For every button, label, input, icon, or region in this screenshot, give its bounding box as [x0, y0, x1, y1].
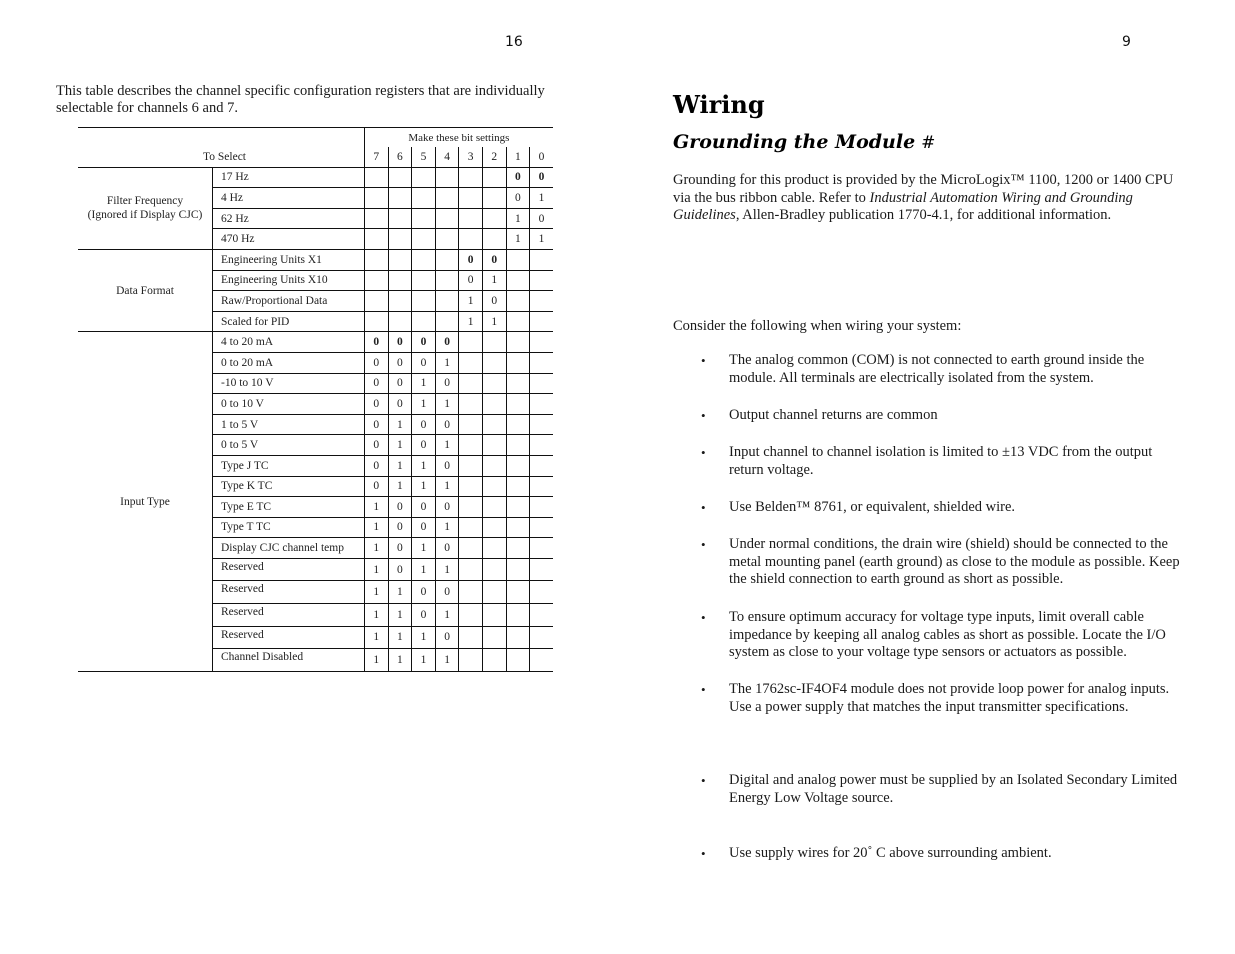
bit-cell — [459, 476, 483, 497]
bit-cell: 1 — [412, 538, 436, 559]
bit-cell: 1 — [412, 394, 436, 415]
group-label-line1: Filter Frequency — [106, 195, 184, 208]
bit-cell — [435, 188, 459, 209]
option-label: 4 Hz — [213, 188, 365, 209]
bit-cell — [365, 249, 389, 270]
bit-cell — [459, 558, 483, 581]
bit-cell — [530, 291, 553, 312]
option-label: 17 Hz — [213, 167, 365, 188]
table-row — [78, 167, 553, 188]
bit-header-7: 7 — [365, 147, 389, 167]
bit-cell — [412, 208, 436, 229]
group-label — [78, 332, 213, 672]
bit-cell — [530, 497, 553, 518]
bit-cell — [530, 311, 553, 332]
bit-cell — [388, 249, 412, 270]
bit-cell: 1 — [412, 476, 436, 497]
bit-cell: 1 — [435, 394, 459, 415]
bit-cell — [435, 311, 459, 332]
bit-cell — [365, 188, 389, 209]
bit-cell — [482, 373, 506, 394]
bit-cell: 0 — [435, 414, 459, 435]
bit-cell — [482, 208, 506, 229]
bit-cell: 0 — [435, 373, 459, 394]
bit-cell — [530, 649, 553, 672]
bit-cell — [435, 167, 459, 188]
config-register-table — [78, 127, 553, 672]
bit-cell — [506, 476, 530, 497]
bit-cell — [482, 517, 506, 538]
bit-cell: 0 — [365, 414, 389, 435]
bit-cell — [506, 581, 530, 604]
option-label: Type K TC — [213, 476, 365, 497]
option-label: -10 to 10 V — [213, 373, 365, 394]
table-corner — [78, 128, 365, 148]
bit-cell — [530, 538, 553, 559]
bit-cell — [435, 229, 459, 250]
bit-cell — [506, 332, 530, 353]
bit-cell — [388, 311, 412, 332]
bit-cell: 1 — [365, 497, 389, 518]
bit-cell: 1 — [530, 188, 553, 209]
bit-cell: 0 — [388, 538, 412, 559]
bit-cell — [530, 373, 553, 394]
bit-cell: 1 — [435, 517, 459, 538]
bit-cell: 0 — [365, 332, 389, 353]
bit-cell: 1 — [435, 476, 459, 497]
bit-cell — [482, 581, 506, 604]
option-label: Display CJC channel temp — [213, 538, 365, 559]
bit-cell — [412, 188, 436, 209]
bit-cell — [506, 249, 530, 270]
bullet-icon: • — [701, 353, 706, 368]
bit-cell — [530, 626, 553, 649]
bit-cell — [506, 538, 530, 559]
bit-cell — [482, 414, 506, 435]
bit-cell — [412, 229, 436, 250]
grounding-ref-link: Industrial Automation Wiring and Grounding Guidelines — [673, 189, 1133, 223]
bit-cell — [530, 414, 553, 435]
bit-cell: 1 — [365, 604, 389, 627]
bit-cell: 0 — [435, 581, 459, 604]
bit-cell — [412, 291, 436, 312]
bit-cell — [435, 249, 459, 270]
bit-cell: 1 — [482, 270, 506, 291]
bit-cell — [459, 414, 483, 435]
bit-cell — [435, 270, 459, 291]
bit-cell — [459, 604, 483, 627]
bit-cell — [482, 352, 506, 373]
bit-header-1: 1 — [506, 147, 530, 167]
bit-cell: 1 — [435, 604, 459, 627]
bit-cell: 1 — [435, 558, 459, 581]
bit-cell — [506, 270, 530, 291]
bit-cell — [506, 291, 530, 312]
table-row — [78, 332, 553, 353]
option-label: Channel Disabled — [213, 649, 365, 672]
option-label: Type E TC — [213, 497, 365, 518]
bit-cell — [482, 229, 506, 250]
bit-cell — [435, 208, 459, 229]
bit-cell — [530, 270, 553, 291]
bit-cell: 0 — [530, 208, 553, 229]
bit-cell — [530, 558, 553, 581]
bit-cell — [530, 476, 553, 497]
right-page — [617, 0, 1235, 954]
bit-cell: 0 — [459, 270, 483, 291]
bit-cell: 0 — [388, 497, 412, 518]
bit-cell: 1 — [365, 581, 389, 604]
bit-cell — [459, 373, 483, 394]
bit-cell — [482, 626, 506, 649]
bit-cell: 0 — [365, 476, 389, 497]
option-label: Scaled for PID — [213, 311, 365, 332]
bit-cell: 1 — [365, 558, 389, 581]
group-label — [78, 249, 213, 331]
bit-cell: 1 — [506, 208, 530, 229]
option-label: Reserved — [213, 558, 365, 581]
bit-cell: 0 — [412, 352, 436, 373]
bit-cell — [459, 208, 483, 229]
bit-cell — [506, 373, 530, 394]
option-label: 0 to 20 mA — [213, 352, 365, 373]
bit-cell — [459, 229, 483, 250]
bit-header-0: 0 — [530, 147, 553, 167]
group-label — [78, 167, 213, 249]
bit-cell — [459, 455, 483, 476]
bit-header-5: 5 — [412, 147, 436, 167]
section-subtitle — [673, 131, 935, 153]
bit-cell — [530, 249, 553, 270]
bit-cell: 0 — [482, 291, 506, 312]
bit-cell — [365, 167, 389, 188]
bit-cell: 1 — [412, 626, 436, 649]
bit-cell — [530, 332, 553, 353]
bit-cell: 0 — [365, 373, 389, 394]
bit-cell — [530, 517, 553, 538]
bit-cell — [459, 435, 483, 456]
bullet-text: Input channel to channel isolation is limited to ±13 VDC from the output return voltage. — [729, 444, 1153, 478]
bit-cell: 0 — [388, 517, 412, 538]
bit-cell — [459, 649, 483, 672]
bullet-icon: • — [701, 682, 706, 697]
bit-cell: 0 — [365, 394, 389, 415]
bit-cell — [459, 167, 483, 188]
bit-cell — [506, 394, 530, 415]
bit-cell — [530, 352, 553, 373]
group-label-line1: Input Type — [120, 495, 170, 508]
table-row — [78, 249, 553, 270]
to-select-header: To Select — [78, 147, 365, 167]
bullet-icon: • — [701, 773, 706, 788]
bit-cell — [482, 497, 506, 518]
bit-cell: 1 — [388, 435, 412, 456]
bit-cell — [482, 649, 506, 672]
grounding-text-1: Grounding for this product is provided by the MicroLogix™ 1100, 1200 or 1400 CPU via the bus ribbon cable. Refer to — [673, 172, 1174, 206]
bit-cell — [482, 188, 506, 209]
bit-cell: 1 — [435, 435, 459, 456]
bit-cell — [530, 455, 553, 476]
bit-cell: 0 — [388, 558, 412, 581]
bullet-text: Output channel returns are common — [729, 407, 938, 423]
bullet-text: To ensure optimum accuracy for voltage type inputs, limit overall cable impedance by keeping all analog cables as short as possible. Locate the I/O system as close to your voltage type sensors or actuators as possible. — [729, 609, 1166, 660]
bit-cell: 0 — [482, 249, 506, 270]
bit-cell: 1 — [412, 649, 436, 672]
bit-cell: 1 — [482, 311, 506, 332]
bit-cell — [459, 394, 483, 415]
bit-cell — [459, 332, 483, 353]
option-label: Type T TC — [213, 517, 365, 538]
group-label-line2: (Ignored if Display CJC) — [87, 209, 203, 222]
bit-cell — [506, 352, 530, 373]
bit-cell — [482, 167, 506, 188]
bullet-icon: • — [701, 610, 706, 625]
bit-header-6: 6 — [388, 147, 412, 167]
bit-cell: 1 — [365, 649, 389, 672]
page-number-right: 9 — [1122, 34, 1131, 50]
bit-cell — [388, 229, 412, 250]
bit-cell — [530, 394, 553, 415]
bit-cell: 0 — [365, 352, 389, 373]
option-label: 4 to 20 mA — [213, 332, 365, 353]
option-label: Reserved — [213, 604, 365, 627]
bit-cell: 0 — [506, 188, 530, 209]
bit-cell — [506, 414, 530, 435]
bit-cell — [506, 626, 530, 649]
bit-cell — [506, 558, 530, 581]
bit-cell: 1 — [365, 517, 389, 538]
option-label: Type J TC — [213, 455, 365, 476]
option-label: 1 to 5 V — [213, 414, 365, 435]
bit-cell — [388, 167, 412, 188]
bit-cell — [365, 208, 389, 229]
bit-cell: 0 — [412, 604, 436, 627]
bit-cell: 0 — [435, 497, 459, 518]
bullet-text: Digital and analog power must be supplied by an Isolated Secondary Limited Energy Low Voltage source. — [729, 772, 1178, 806]
bit-cell: 0 — [412, 517, 436, 538]
bit-cell: 1 — [530, 229, 553, 250]
bit-cell: 1 — [388, 581, 412, 604]
bullet-text: Use supply wires for 20˚ C above surrounding ambient. — [729, 845, 1052, 861]
bit-cell: 1 — [365, 538, 389, 559]
bit-cell: 1 — [459, 291, 483, 312]
option-label: Reserved — [213, 581, 365, 604]
bit-cell — [482, 476, 506, 497]
bit-cell — [482, 455, 506, 476]
bit-cell: 0 — [459, 249, 483, 270]
bit-cell — [365, 270, 389, 291]
option-label: 0 to 10 V — [213, 394, 365, 415]
bit-cell — [506, 455, 530, 476]
bit-cell — [388, 208, 412, 229]
bit-cell: 1 — [365, 626, 389, 649]
bit-cell: 0 — [506, 167, 530, 188]
bit-cell — [412, 270, 436, 291]
bit-cell — [388, 291, 412, 312]
bit-cell — [506, 497, 530, 518]
bit-cell — [365, 229, 389, 250]
option-label: Raw/Proportional Data — [213, 291, 365, 312]
bit-header-4: 4 — [435, 147, 459, 167]
consider-paragraph: Consider the following when wiring your system: — [673, 318, 962, 334]
option-label: Engineering Units X10 — [213, 270, 365, 291]
subtitle-text: Grounding the Module — [673, 131, 916, 153]
bit-cell: 0 — [435, 626, 459, 649]
option-label: 470 Hz — [213, 229, 365, 250]
bit-cell — [459, 626, 483, 649]
grounding-paragraph — [673, 172, 1183, 225]
bit-cell: 0 — [365, 435, 389, 456]
bit-cell: 0 — [435, 332, 459, 353]
option-label: Engineering Units X1 — [213, 249, 365, 270]
bit-cell — [482, 394, 506, 415]
bit-cell — [388, 270, 412, 291]
bullet-icon: • — [701, 846, 706, 861]
bullet-icon: • — [701, 445, 706, 460]
bullet-icon: • — [701, 537, 706, 552]
bit-cell: 1 — [435, 649, 459, 672]
bit-cell — [482, 558, 506, 581]
option-label: Reserved — [213, 626, 365, 649]
bit-settings-header: Make these bit settings — [365, 128, 553, 148]
bit-cell: 0 — [412, 435, 436, 456]
bit-cell — [506, 311, 530, 332]
bit-cell: 1 — [388, 626, 412, 649]
bullet-icon: • — [701, 408, 706, 423]
bit-cell — [506, 649, 530, 672]
bit-cell: 0 — [435, 538, 459, 559]
bit-cell — [412, 249, 436, 270]
bit-cell: 1 — [388, 455, 412, 476]
bit-cell — [459, 581, 483, 604]
bit-cell: 1 — [388, 476, 412, 497]
bit-cell — [435, 291, 459, 312]
bit-cell — [506, 517, 530, 538]
bit-cell — [530, 435, 553, 456]
bullet-icon: • — [701, 500, 706, 515]
bit-cell — [365, 291, 389, 312]
bit-cell — [530, 581, 553, 604]
bit-cell — [506, 604, 530, 627]
bullet-text: Under normal conditions, the drain wire (shield) should be connected to the metal mounting panel (earth ground) as close to the module as possible. Keep the shield connection to earth ground as short as possible. — [729, 536, 1180, 587]
subtitle-mark: # — [921, 133, 936, 153]
bit-cell: 0 — [412, 581, 436, 604]
bit-cell: 0 — [412, 414, 436, 435]
bit-cell: 1 — [506, 229, 530, 250]
bit-cell: 1 — [388, 649, 412, 672]
bit-cell — [459, 517, 483, 538]
bit-header-3: 3 — [459, 147, 483, 167]
page-number-left: 16 — [505, 34, 523, 50]
bit-cell: 1 — [412, 455, 436, 476]
option-label: 0 to 5 V — [213, 435, 365, 456]
bit-cell — [482, 538, 506, 559]
bit-cell: 0 — [365, 455, 389, 476]
bit-cell: 0 — [388, 373, 412, 394]
bit-cell: 1 — [388, 604, 412, 627]
bit-cell — [459, 352, 483, 373]
bit-cell: 0 — [388, 332, 412, 353]
bit-cell — [459, 188, 483, 209]
bit-cell: 1 — [388, 414, 412, 435]
bit-cell — [482, 604, 506, 627]
bit-cell — [459, 538, 483, 559]
left-page — [0, 0, 617, 954]
group-label-line1: Data Format — [116, 284, 174, 297]
bit-cell — [482, 435, 506, 456]
option-label: 62 Hz — [213, 208, 365, 229]
bit-cell — [506, 435, 530, 456]
bit-cell: 0 — [412, 332, 436, 353]
bit-cell: 0 — [530, 167, 553, 188]
bit-cell — [530, 604, 553, 627]
bit-cell — [412, 311, 436, 332]
bit-cell: 0 — [388, 394, 412, 415]
bit-cell — [412, 167, 436, 188]
bit-cell — [482, 332, 506, 353]
section-title: Wiring — [673, 90, 765, 119]
bit-cell: 1 — [412, 373, 436, 394]
table-intro: This table describes the channel specific configuration registers that are individually selectable for channels 6 and 7. — [56, 83, 545, 116]
bit-cell — [459, 497, 483, 518]
bit-cell: 1 — [459, 311, 483, 332]
grounding-text-2: , Allen-Bradley publication 1770-4.1, for additional information. — [735, 207, 1112, 223]
bit-cell: 1 — [435, 352, 459, 373]
bullet-text: The 1762sc-IF4OF4 module does not provide loop power for analog inputs. Use a power supply that matches the input transmitter specifications. — [729, 681, 1170, 715]
bit-cell — [365, 311, 389, 332]
bullet-text: The analog common (COM) is not connected to earth ground inside the module. All terminals are electrically isolated from the system. — [729, 352, 1145, 386]
bit-cell: 0 — [412, 497, 436, 518]
bit-cell — [388, 188, 412, 209]
bit-cell: 0 — [435, 455, 459, 476]
bit-cell: 0 — [388, 352, 412, 373]
bit-cell: 1 — [412, 558, 436, 581]
bit-header-2: 2 — [482, 147, 506, 167]
bullet-text: Use Belden™ 8761, or equivalent, shielded wire. — [729, 499, 1016, 515]
